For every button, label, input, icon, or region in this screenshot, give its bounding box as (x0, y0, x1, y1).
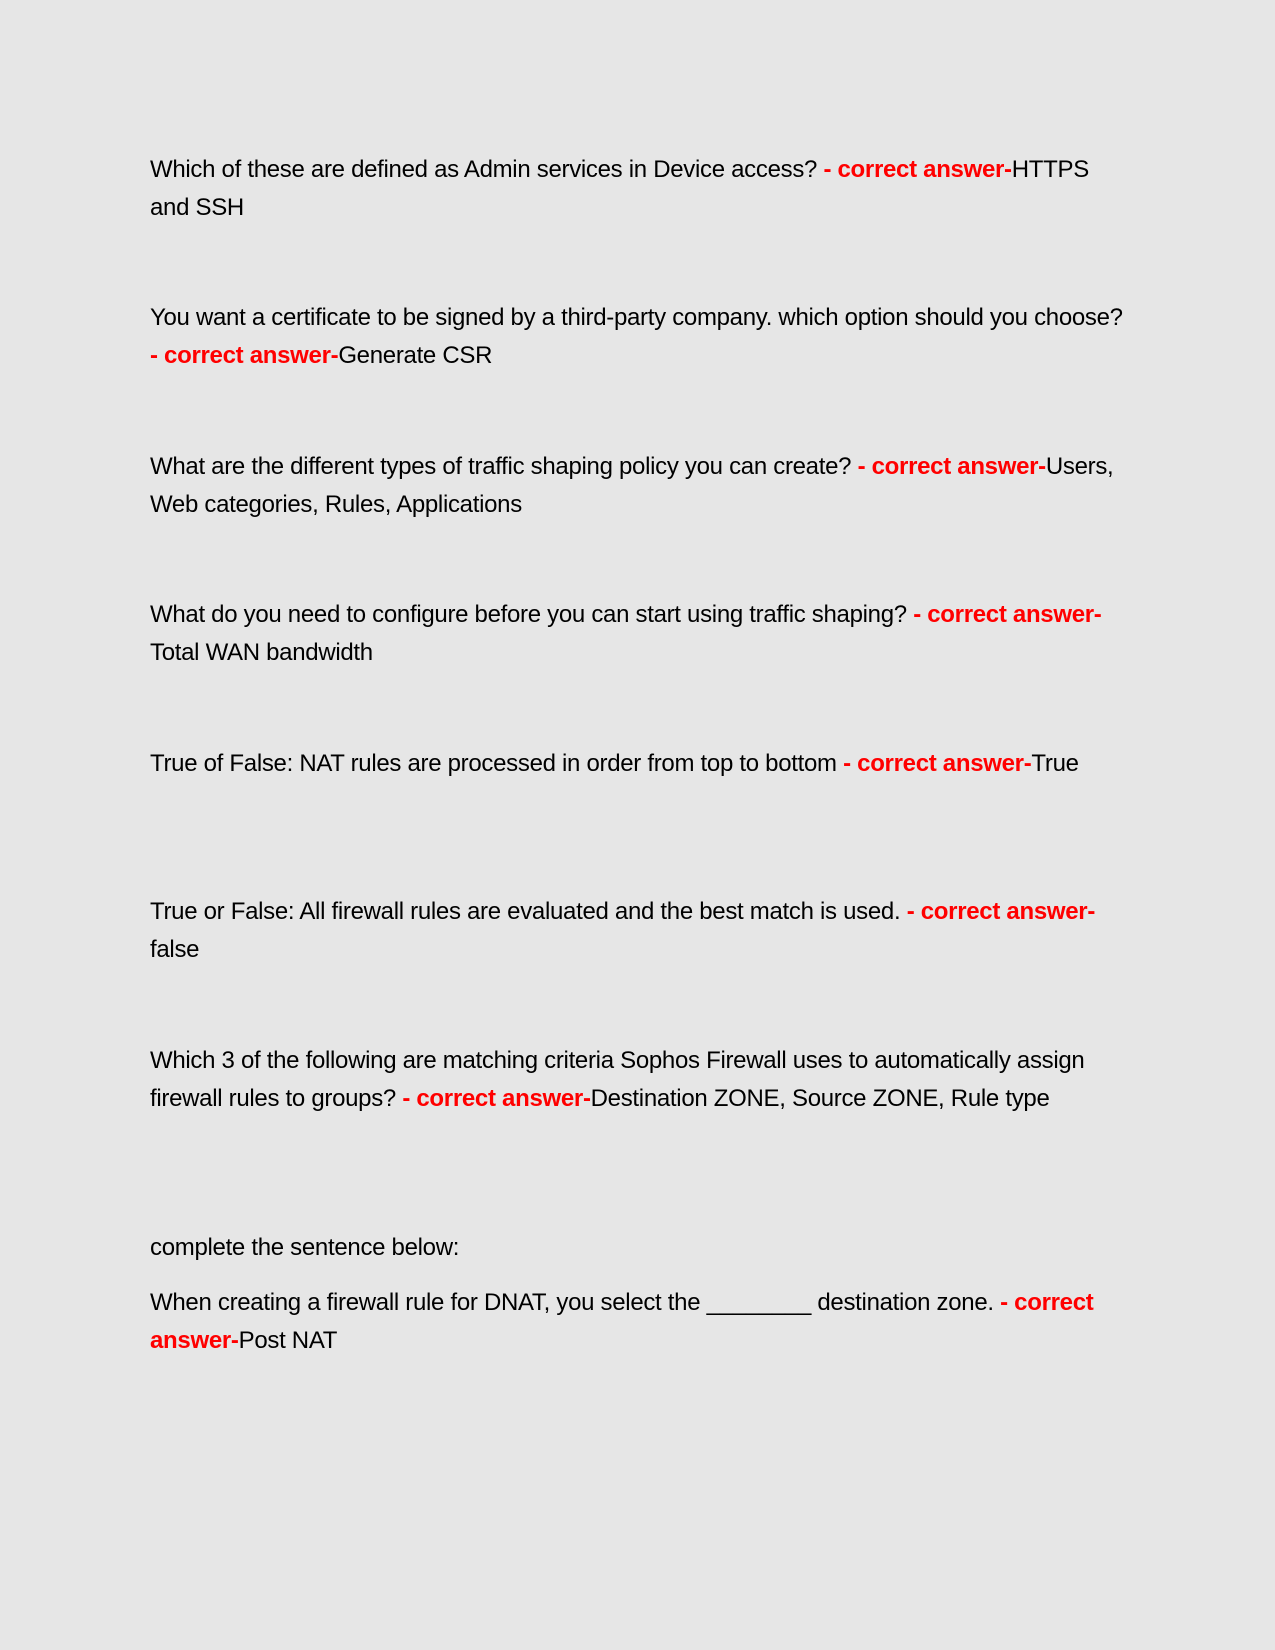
qa-item (150, 745, 1130, 783)
answer-text: Total WAN bandwidth (150, 639, 373, 666)
question-text: True or False: All firewall rules are evaluated and the best match is used. (150, 898, 907, 925)
question-text: Which of these are defined as Admin services in Device access? (150, 156, 824, 183)
intro-text: complete the sentence below: (150, 1234, 460, 1261)
answer-label: - correct answer- (823, 156, 1012, 183)
answer-text: HTTPS and SSH (150, 156, 1089, 221)
answer-text: Generate CSR (338, 342, 493, 369)
answer-label: - correct answer- (843, 750, 1032, 777)
qa-item (150, 1042, 1130, 1118)
answer-label: - correct answer- (402, 1085, 591, 1112)
answer-label: - correct answer- (913, 601, 1102, 628)
qa-item (150, 448, 1130, 524)
question-text: What are the different types of traffic shaping policy you can create? (150, 453, 858, 480)
qa-item (150, 596, 1130, 672)
qa-item (150, 1284, 1130, 1360)
answer-text: Post NAT (238, 1327, 338, 1354)
answer-text: false (150, 936, 200, 963)
answer-label: - correct answer- (906, 898, 1096, 925)
question-text: You want a certificate to be signed by a third-party company. which option should you choose? (150, 304, 1123, 331)
question-text: True of False: NAT rules are processed in order from top to bottom (150, 750, 844, 777)
question-text: Which 3 of the following are matching criteria Sophos Firewall uses to automatically assign firewall rules to groups? (150, 1047, 1085, 1112)
answer-text: True (1031, 750, 1079, 777)
answer-text: Users, Web categories, Rules, Applications (150, 453, 1114, 518)
question-text: What do you need to configure before you can start using traffic shaping? (150, 601, 914, 628)
answer-label: - correct answer- (150, 342, 339, 369)
answer-text: Destination ZONE, Source ZONE, Rule type (590, 1085, 1050, 1112)
answer-label: - correct answer- (150, 1289, 1094, 1354)
qa-item (150, 299, 1130, 375)
qa-item (150, 151, 1130, 227)
qa-item (150, 893, 1130, 969)
answer-label: - correct answer- (857, 453, 1046, 480)
question-text: When creating a firewall rule for DNAT, you select the ________ destination zone. (150, 1289, 1001, 1316)
